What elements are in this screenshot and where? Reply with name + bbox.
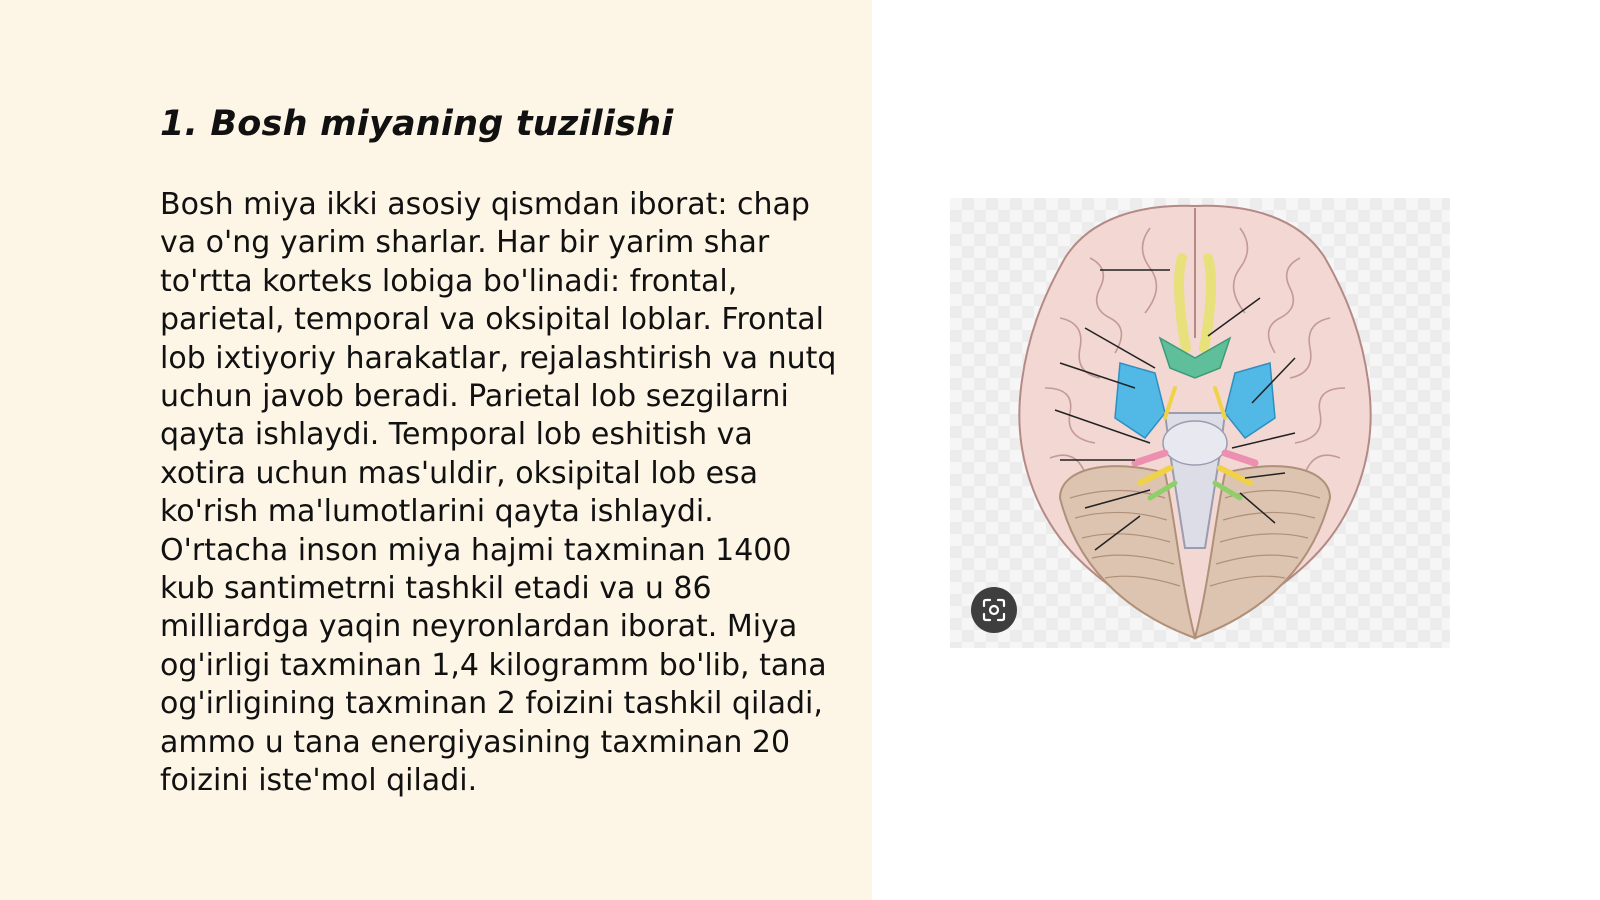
slide-body-text: Bosh miya ikki asosiy qismdan iborat: chap va o'ng yarim sharlar. Har bir yarim shar to'rtta korteks lobiga bo'linadi: frontal, parietal, temporal va oksipital loblar. Frontal lob ixtiyoriy harakatlar, rejalashtirish va nutq uchun javob beradi. Parietal lob sezgilarni qayta ishlaydi. Temporal lob eshitish va xotira uchun mas'uldir, oksipital lob esa ko'rish ma'lumotlarini qayta ishlaydi. O'rtacha inson miya hajmi taxminan 1400 kub santimetrni tashkil etadi va u 86 milliardga yaqin neyronlardan iborat. Miya og'irligi taxminan 1,4 kilogramm bo'lib, tana og'irligining taxminan 2 foizini tashkil qiladi, ammo u tana energiyasining taxminan 20 foizini iste'mol qiladi. (160, 187, 837, 799)
lens-icon (981, 597, 1007, 623)
brain-inferior-view-illustration (950, 198, 1450, 648)
brain-image[interactable] (950, 198, 1450, 648)
slide-title: 1. Bosh miyaning tuzilishi (160, 104, 674, 144)
lens-button[interactable] (971, 587, 1017, 633)
